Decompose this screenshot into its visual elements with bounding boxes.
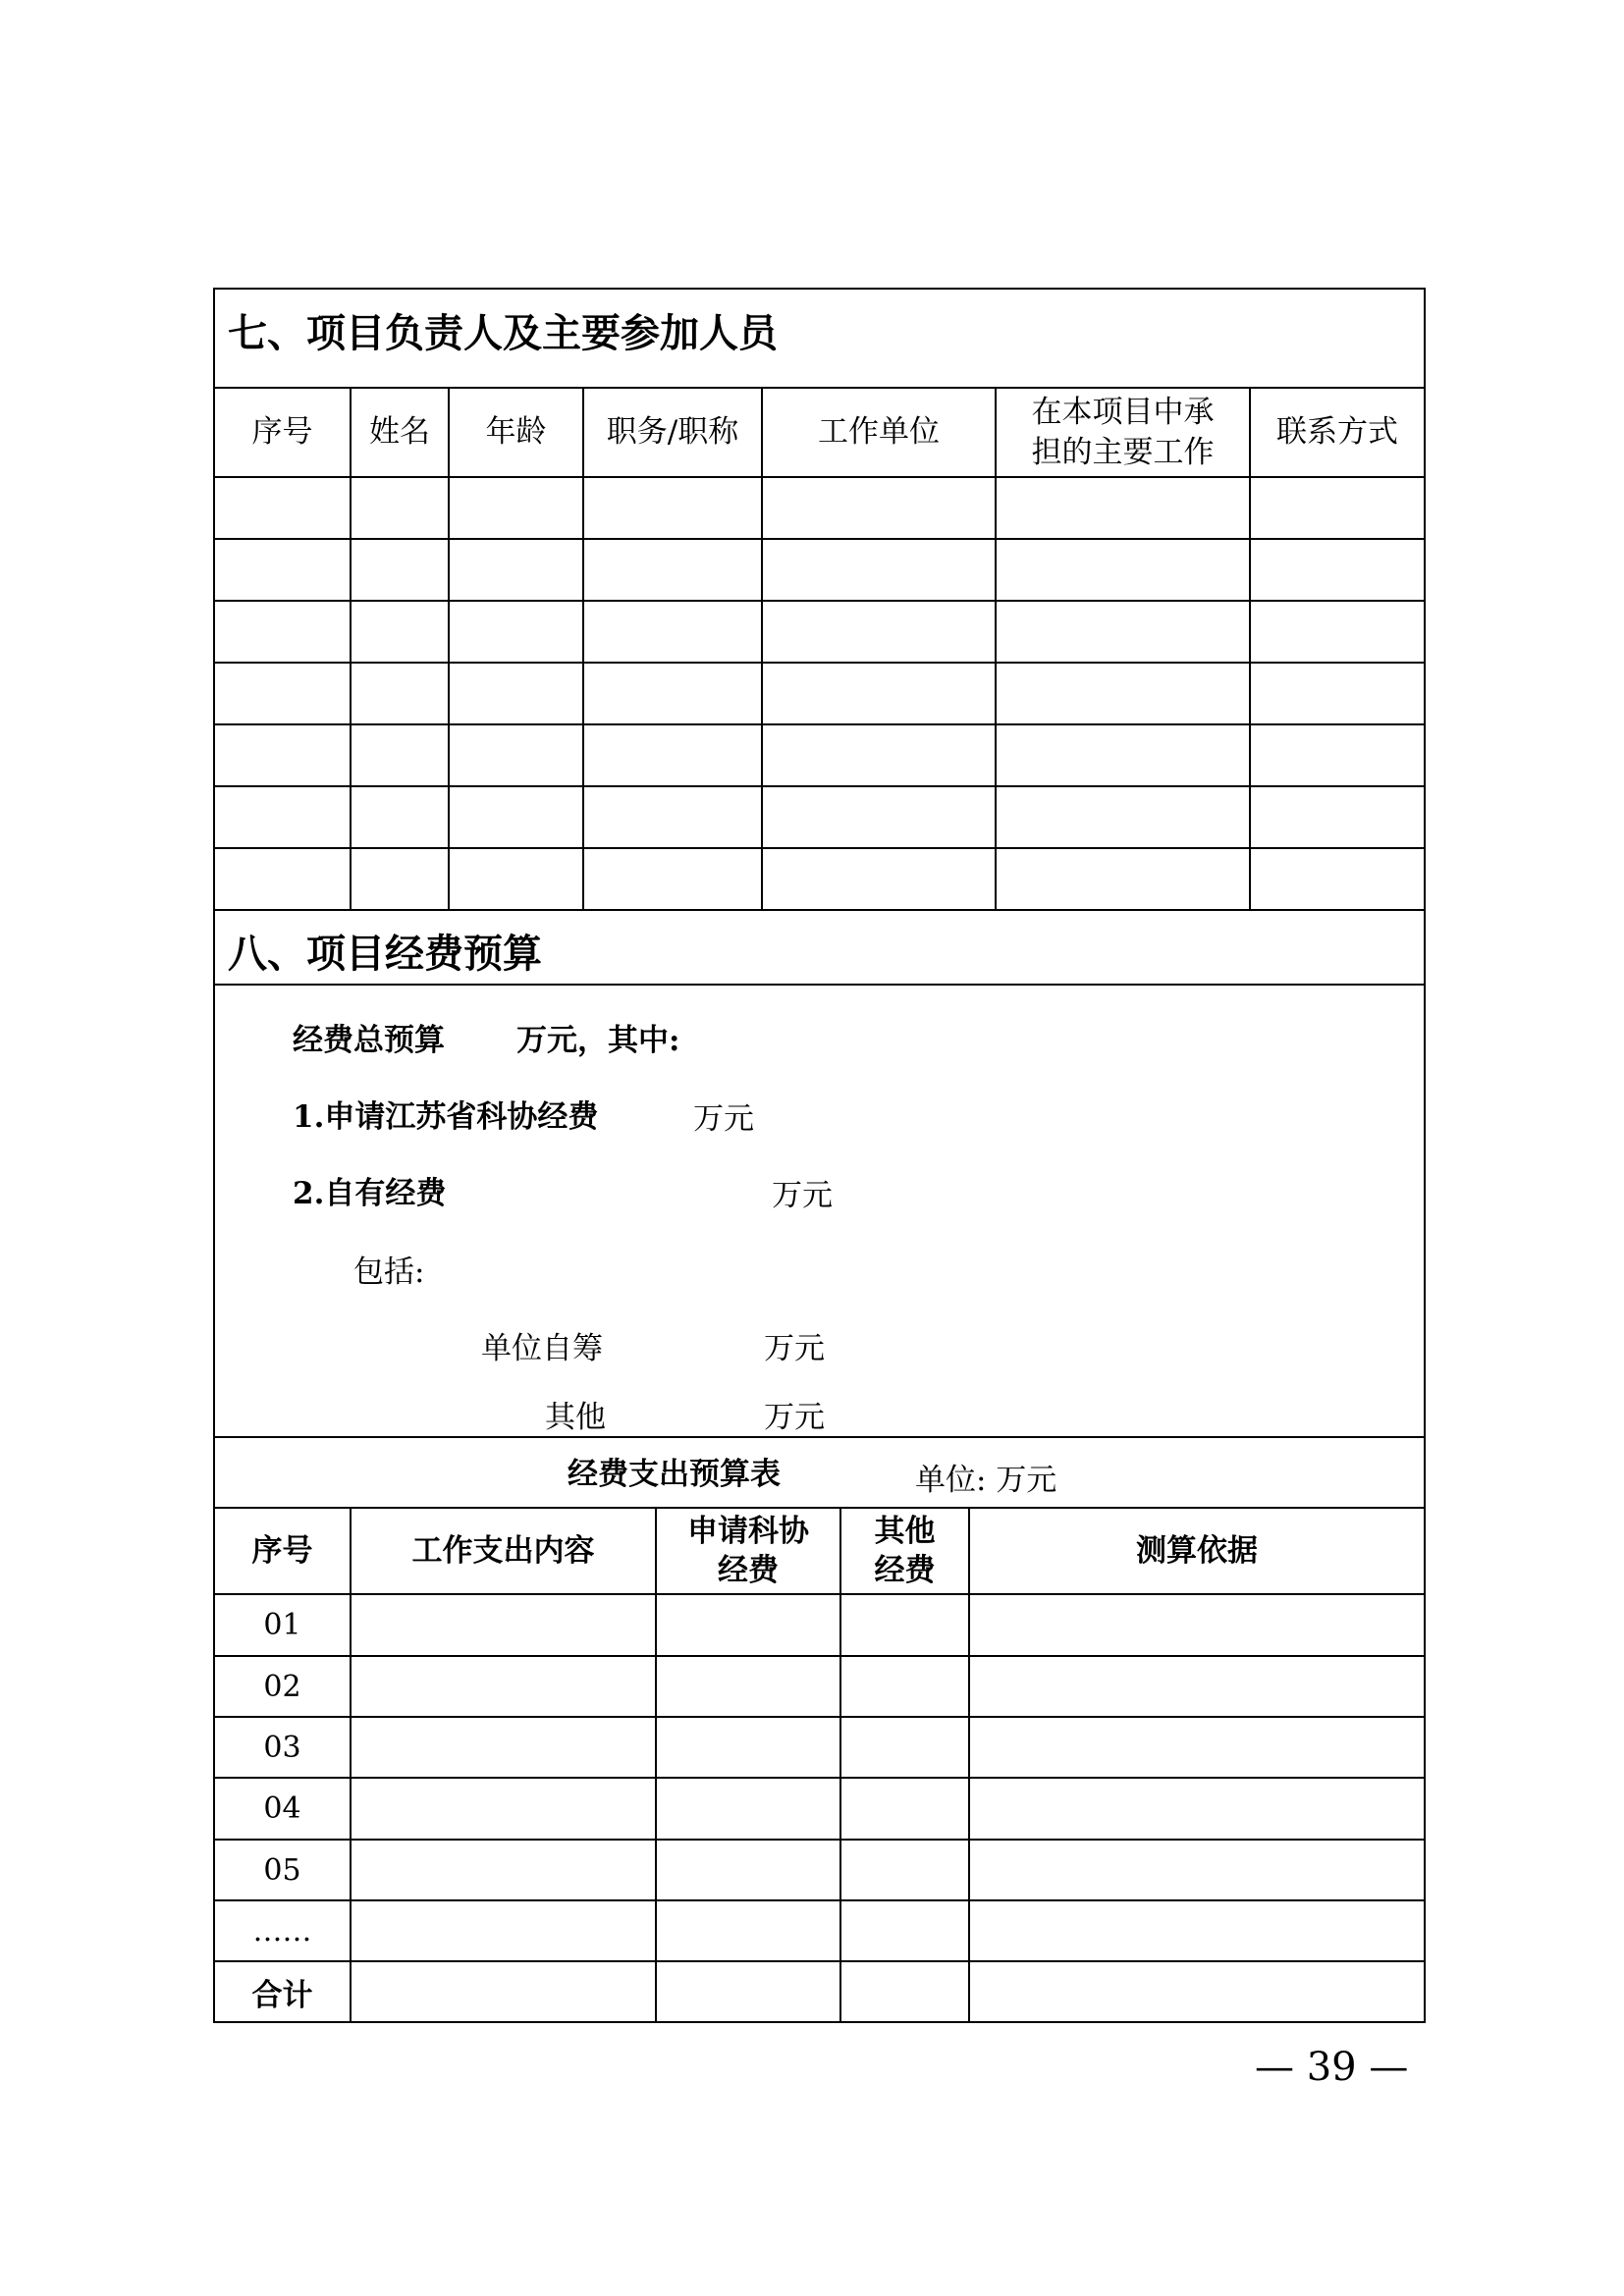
header-name: 姓名	[369, 414, 430, 451]
budget-row-label: ……	[252, 1913, 312, 1949]
row-line	[213, 476, 1426, 478]
table-border-right	[1424, 288, 1426, 2023]
budget-table-unit: 单位: 万元	[915, 1463, 1057, 1498]
own-funding-unit: 万元	[772, 1178, 833, 1213]
budget-row-label: 05	[263, 1852, 301, 1888]
section8-title: 八、项目经费预算	[228, 932, 542, 977]
header-main-work: 在本项目中承 担的主要工作	[1031, 395, 1215, 470]
header-age: 年龄	[485, 414, 547, 451]
row-line	[213, 1777, 1426, 1779]
budget-header-basis: 测算依据	[1136, 1532, 1258, 1569]
header-contact: 联系方式	[1276, 414, 1398, 451]
row-line	[213, 1839, 1426, 1841]
row-line	[213, 1655, 1426, 1657]
row-line	[213, 1593, 1426, 1595]
self-raised-unit: 万元	[764, 1331, 825, 1366]
budget-table-title: 经费支出预算表	[568, 1457, 781, 1492]
budget-row-label: 03	[263, 1730, 301, 1765]
row-line	[213, 1436, 1426, 1438]
row-line	[213, 662, 1426, 664]
section7-title: 七、项目负责人及主要参加人员	[228, 311, 778, 356]
row-line	[213, 600, 1426, 602]
header-seq: 序号	[251, 414, 313, 451]
other-funding-unit: 万元	[764, 1400, 825, 1435]
budget-row-label: 01	[263, 1608, 301, 1642]
header-employer: 工作单位	[818, 414, 940, 451]
row-line	[213, 1960, 1426, 1962]
row-line	[213, 1899, 1426, 1901]
row-line	[213, 723, 1426, 725]
row-line	[213, 909, 1426, 911]
budget-total-label: 合计	[251, 1977, 313, 2013]
own-funding-label: 2.自有经费	[293, 1176, 447, 1211]
budget-header-content: 工作支出内容	[411, 1532, 595, 1569]
table-border-bottom	[213, 2021, 1426, 2023]
total-budget-label: 经费总预算	[293, 1023, 445, 1058]
budget-header-other-funds: 其他 经费	[874, 1513, 936, 1588]
row-line	[213, 538, 1426, 540]
row-line	[213, 785, 1426, 787]
budget-header-seq: 序号	[251, 1532, 313, 1569]
total-budget-unit: 万元，其中:	[516, 1023, 680, 1058]
self-raised-label: 单位自筹	[481, 1331, 603, 1366]
row-line	[213, 1716, 1426, 1718]
row-line	[213, 984, 1426, 986]
table-border-top	[213, 288, 1426, 290]
page-number: — 39 —	[1255, 2045, 1409, 2090]
other-funding-label: 其他	[545, 1400, 606, 1435]
budget-row-label: 02	[263, 1669, 301, 1704]
budget-header-cast-funds: 申请科协 经费	[687, 1513, 809, 1588]
row-line	[213, 847, 1426, 849]
includes-label: 包括:	[353, 1255, 425, 1290]
header-position: 职务/职称	[606, 414, 739, 451]
jiangsu-funding-label: 1.申请江苏省科协经费	[293, 1099, 599, 1135]
jiangsu-funding-unit: 万元	[693, 1101, 754, 1137]
budget-row-label: 04	[263, 1791, 301, 1826]
